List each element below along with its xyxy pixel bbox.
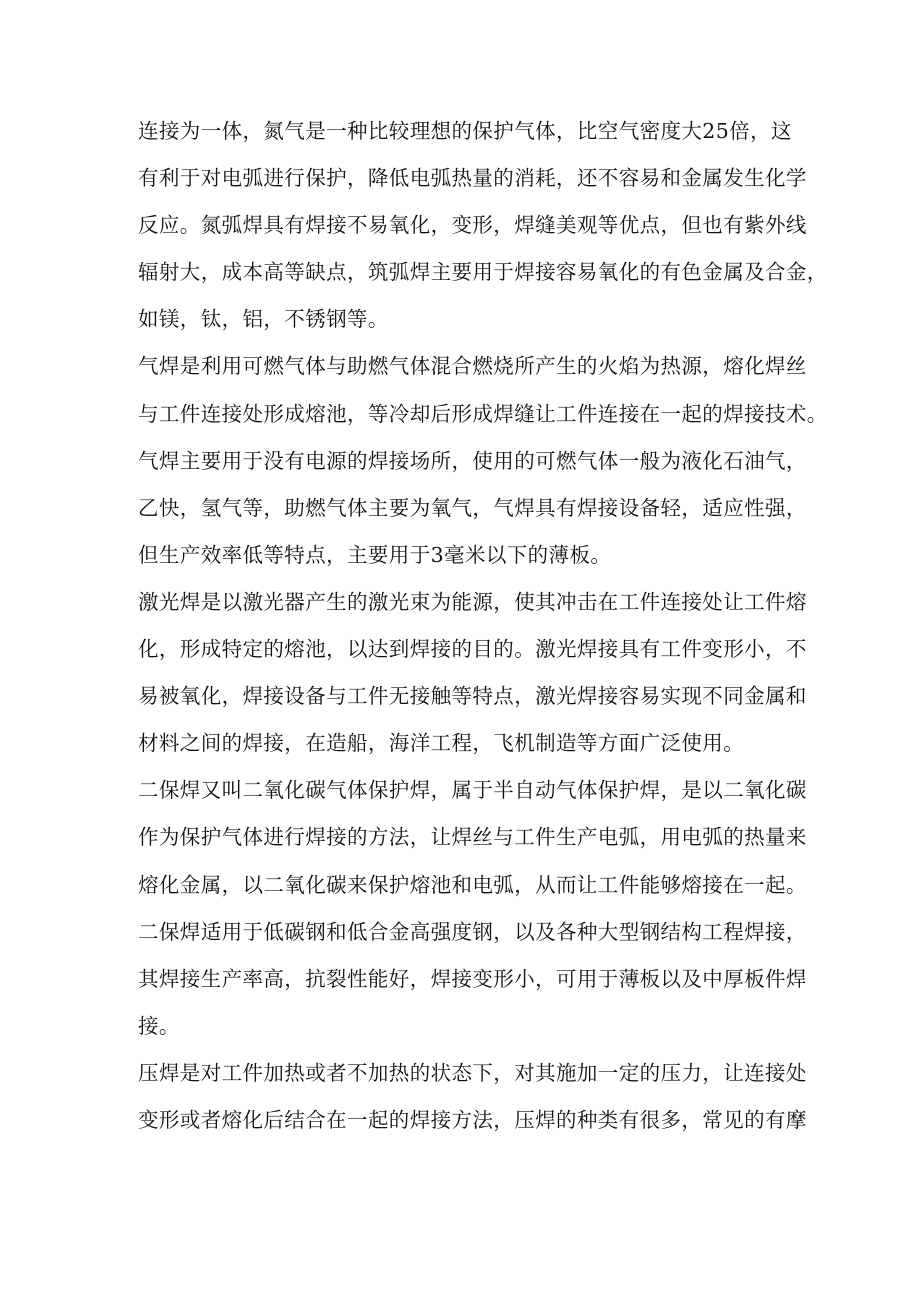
paragraph-gas-welding [138, 343, 828, 578]
text-line: 材料之间的焊接，在造船，海洋工程，飞机制造等方面广泛使用。 [138, 731, 745, 756]
text-line: 如镁，钛，铝，不锈钢等。 [138, 307, 389, 332]
text-line: 有利于对电弧进行保护，降低电弧热量的消耗，还不容易和金属发生化学 [138, 166, 807, 191]
document-page [138, 108, 828, 1144]
text-line: 其焊接生产率高，抗裂性能好，焊接变形小，可用于薄板以及中厚板件焊 [138, 966, 807, 991]
text-line: 乙快，氢气等，助燃气体主要为氧气，气焊具有焊接设备轻，适应性强， [138, 495, 807, 520]
text-line: 化，形成特定的熔池，以达到焊接的目的。激光焊接具有工件变形小，不 [138, 637, 807, 662]
text-line: 但生产效率低等特点，主要用于3毫米以下的薄板。 [138, 542, 612, 567]
text-line: 熔化金属，以二氧化碳来保护熔池和电弧，从而让工件能够熔接在一起。 [138, 872, 807, 897]
text-line: 气焊是利用可燃气体与助燃气体混合燃烧所产生的火焰为热源，熔化焊丝 [138, 354, 807, 379]
paragraph-laser-welding [138, 579, 807, 767]
text-line: 接。 [138, 1013, 180, 1038]
text-line: 辐射大，成本高等缺点，筑弧焊主要用于焊接容易氧化的有色金属及合金， [138, 260, 828, 285]
text-line: 压焊是对工件加热或者不加热的状态下，对其施加一定的压力，让连接处 [138, 1060, 807, 1085]
text-line: 变形或者熔化后结合在一起的焊接方法，压焊的种类有很多，常见的有摩 [138, 1107, 807, 1132]
text-line: 激光焊是以激光器产生的激光束为能源，使其冲击在工件连接处让工件熔 [138, 589, 807, 614]
text-line: 易被氧化，焊接设备与工件无接触等特点，激光焊接容易实现不同金属和 [138, 684, 807, 709]
text-line: 二保焊适用于低碳钢和低合金高强度钢，以及各种大型钢结构工程焊接， [138, 919, 807, 944]
paragraph-argon-arc [138, 108, 828, 343]
text-line: 连接为一体，氮气是一种比较理想的保护气体，比空气密度大25倍，这 [138, 119, 792, 143]
text-line: 反应。氮弧焊具有焊接不易氧化，变形，焊缝美观等优点，但也有紫外线 [138, 213, 807, 238]
text-line: 与工件连接处形成熔池，等冷却后形成焊缝让工件连接在一起的焊接技术。 [138, 401, 828, 426]
text-line: 作为保护气体进行焊接的方法，让焊丝与工件生产电弧，用电弧的热量来 [138, 825, 807, 850]
text-line: 气焊主要用于没有电源的焊接场所，使用的可燃气体一般为液化石油气， [138, 448, 807, 473]
paragraph-pressure-welding [138, 1050, 807, 1144]
paragraph-co2-welding [138, 767, 807, 1050]
text-line: 二保焊又叫二氧化碳气体保护焊，属于半自动气体保护焊，是以二氧化碳 [138, 778, 807, 803]
